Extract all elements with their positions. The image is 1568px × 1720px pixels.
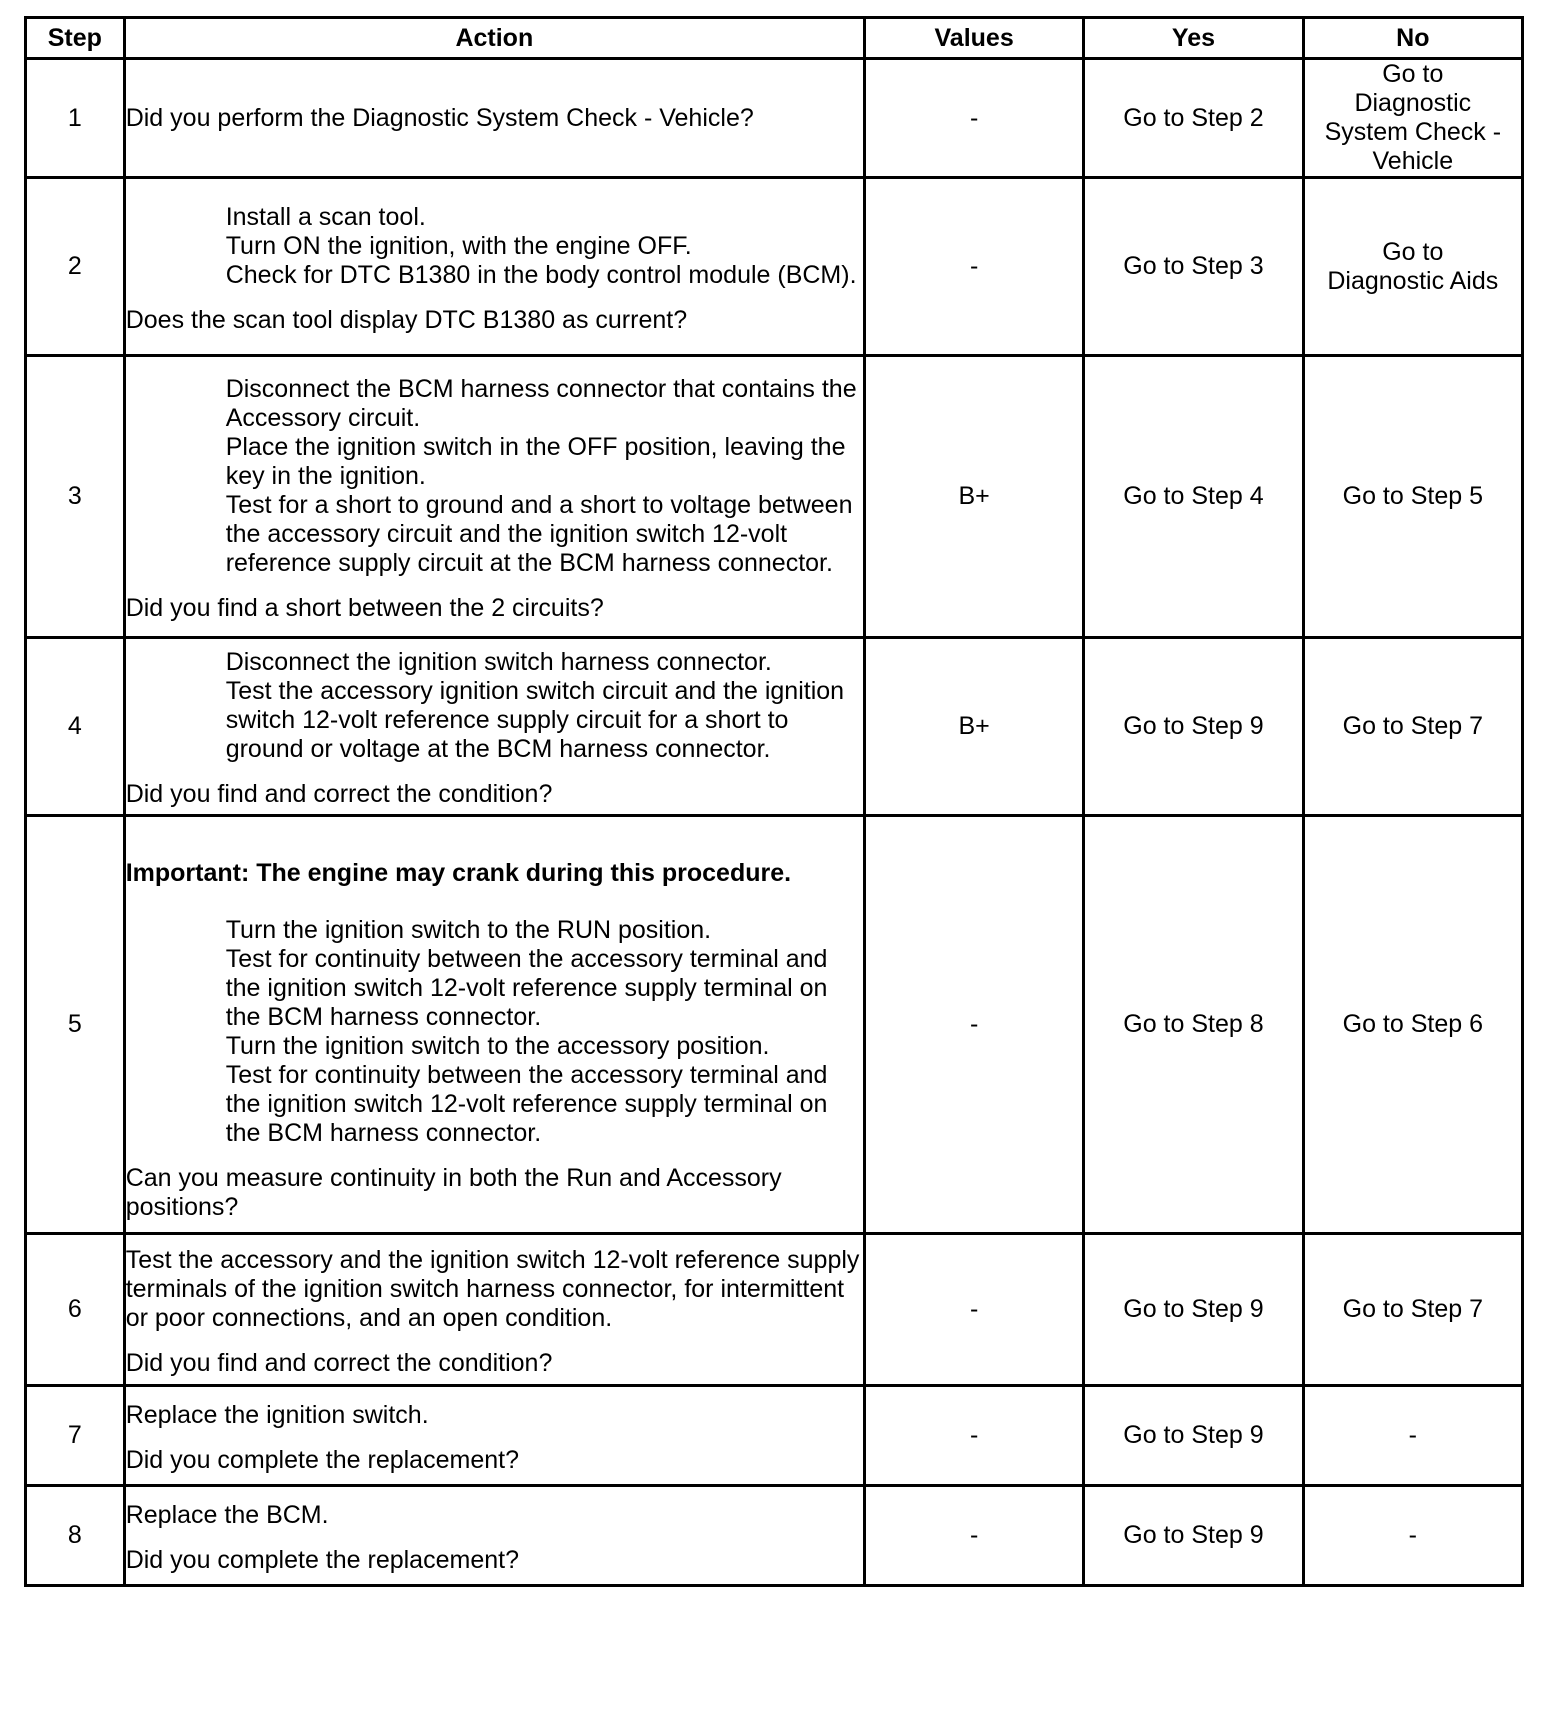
- instruction: Disconnect the BCM harness connector that contains the Accessory circuit.: [225, 374, 857, 432]
- table-row: [26, 638, 1523, 816]
- step-number: 6: [26, 1234, 125, 1386]
- step-value: B+: [864, 356, 1083, 638]
- no-link[interactable]: Go to Step 7: [1303, 638, 1522, 816]
- step-number: 2: [26, 178, 125, 356]
- no-link[interactable]: Go to Step 7: [1303, 1234, 1522, 1386]
- table-row: [26, 1234, 1523, 1386]
- step-value: -: [864, 1234, 1083, 1386]
- instruction: Test for a short to ground and a short to voltage between the accessory circuit and the ignition switch 12-volt reference supply circuit at the BCM harness connector.: [225, 490, 853, 577]
- no-link[interactable]: [1303, 59, 1522, 178]
- important-note: Important: The engine may crank during this procedure.: [125, 859, 792, 887]
- yes-link[interactable]: Go to Step 9: [1084, 1486, 1303, 1586]
- action-cell: [124, 59, 864, 178]
- no-link[interactable]: [1303, 178, 1522, 356]
- instruction: Check for DTC B1380 in the body control module (BCM).: [225, 260, 857, 289]
- step-number: 7: [26, 1386, 125, 1486]
- step-number: 5: [26, 816, 125, 1234]
- header-row: [26, 18, 1523, 59]
- instruction: Turn the ignition switch to the RUN position.: [225, 916, 712, 944]
- yes-link[interactable]: Go to Step 8: [1084, 816, 1303, 1234]
- no-link[interactable]: Go to Step 5: [1303, 356, 1522, 638]
- instruction: Install a scan tool.: [225, 202, 426, 231]
- header-step: Step: [26, 18, 125, 59]
- header-no: No: [1303, 18, 1522, 59]
- yes-link[interactable]: Go to Step 9: [1084, 638, 1303, 816]
- table-row: [26, 356, 1523, 638]
- table-row: [26, 59, 1523, 178]
- instruction: Disconnect the ignition switch harness connector.: [225, 648, 772, 676]
- step-number: 3: [26, 356, 125, 638]
- table-row: [26, 1486, 1523, 1586]
- yes-link[interactable]: Go to Step 4: [1084, 356, 1303, 638]
- no-link-label: Go to Diagnostic System Check - Vehicle: [1324, 60, 1502, 175]
- step-text: Replace the ignition switch.: [125, 1400, 429, 1429]
- diagnostic-table: [24, 16, 1524, 1587]
- no-link[interactable]: Go to Step 6: [1303, 816, 1522, 1234]
- yes-link[interactable]: Go to Step 2: [1084, 59, 1303, 178]
- step-value: B+: [864, 638, 1083, 816]
- no-link-label: Go to Diagnostic Aids: [1327, 237, 1499, 295]
- action-cell: [124, 638, 864, 816]
- yes-link[interactable]: Go to Step 9: [1084, 1234, 1303, 1386]
- header-yes: Yes: [1084, 18, 1303, 59]
- instruction: Place the ignition switch in the OFF position, leaving the key in the ignition.: [225, 432, 846, 490]
- step-text: Replace the BCM.: [125, 1500, 329, 1529]
- step-question: Did you complete the replacement?: [125, 1445, 519, 1474]
- step-question: Did you perform the Diagnostic System Check - Vehicle?: [125, 103, 754, 132]
- no-value: -: [1303, 1386, 1522, 1486]
- step-value: -: [864, 59, 1083, 178]
- instruction: Turn the ignition switch to the accessory position.: [225, 1032, 770, 1060]
- step-value: -: [864, 816, 1083, 1234]
- instruction: Test the accessory ignition switch circuit and the ignition switch 12-volt reference supply circuit for a short to ground or voltage at the BCM harness connector.: [225, 677, 845, 763]
- header-action: Action: [124, 18, 864, 59]
- step-value: -: [864, 1486, 1083, 1586]
- step-question: Did you find and correct the condition?: [125, 1348, 553, 1377]
- step-question: Does the scan tool display DTC B1380 as current?: [125, 305, 688, 334]
- table-row: [26, 1386, 1523, 1486]
- instruction: Test for continuity between the accessory terminal and the ignition switch 12-volt reference supply terminal on the BCM harness connector.: [225, 1061, 828, 1147]
- instruction: Test for continuity between the accessory terminal and the ignition switch 12-volt reference supply terminal on the BCM harness connector.: [225, 945, 828, 1031]
- step-question: Can you measure continuity in both the Run and Accessory positions?: [125, 1164, 782, 1221]
- action-cell: [124, 178, 864, 356]
- yes-link[interactable]: Go to Step 3: [1084, 178, 1303, 356]
- step-value: -: [864, 178, 1083, 356]
- action-cell: [124, 1234, 864, 1386]
- action-cell: [124, 1386, 864, 1486]
- step-number: 8: [26, 1486, 125, 1586]
- yes-link[interactable]: Go to Step 9: [1084, 1386, 1303, 1486]
- action-cell: [124, 816, 864, 1234]
- header-values: Values: [864, 18, 1083, 59]
- action-cell: [124, 1486, 864, 1586]
- step-text: Test the accessory and the ignition switch 12-volt reference supply terminals of the ignition switch harness connector, for intermittent or poor connections, and an open condition.: [125, 1245, 860, 1332]
- action-cell: [124, 356, 864, 638]
- step-question: Did you find and correct the condition?: [125, 780, 553, 808]
- instruction: Turn ON the ignition, with the engine OFF.: [225, 231, 692, 260]
- table-row: [26, 816, 1523, 1234]
- table-row: [26, 178, 1523, 356]
- step-number: 4: [26, 638, 125, 816]
- step-question: Did you complete the replacement?: [125, 1545, 519, 1574]
- no-value: -: [1303, 1486, 1522, 1586]
- step-question: Did you find a short between the 2 circuits?: [125, 593, 604, 622]
- step-number: 1: [26, 59, 125, 178]
- step-value: -: [864, 1386, 1083, 1486]
